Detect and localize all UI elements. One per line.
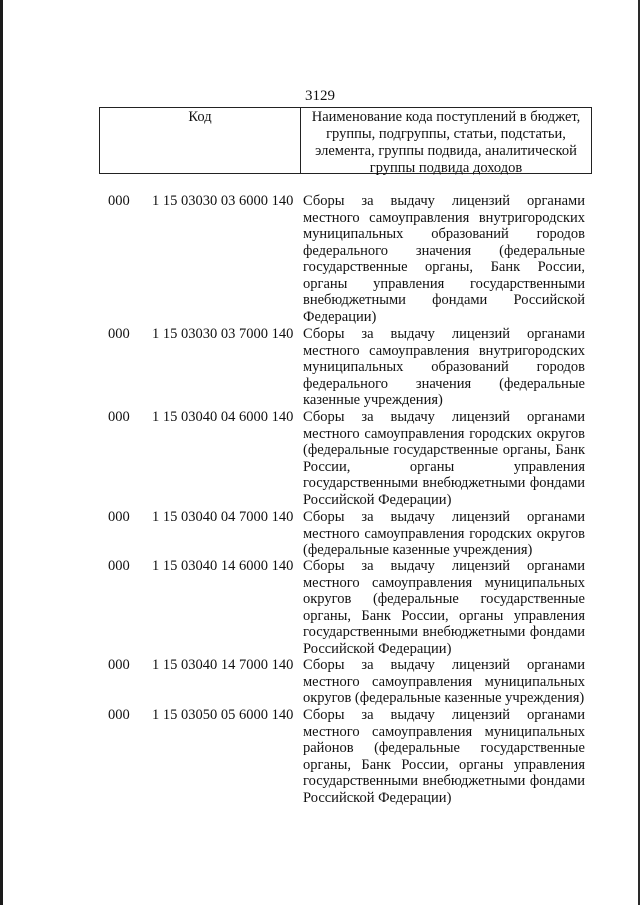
row-revenue-code: 1 15 03040 14 7000 140 [152, 657, 294, 673]
row-admin-code: 000 [108, 657, 130, 673]
row-description: Сборы за выдачу лицензий органами местного самоуправления внутригородских муниципальных образований городов федерального значения (федеральные казенные учреждения) [303, 326, 585, 409]
row-description: Сборы за выдачу лицензий органами местного самоуправления городских округов (федеральные государственные органы, Банк России, органы управления государственными внебюджетными фондами Российской Федерации) [303, 409, 585, 508]
row-revenue-code: 1 15 03030 03 6000 140 [152, 193, 294, 209]
scan-left-edge [0, 0, 3, 905]
row-description: Сборы за выдачу лицензий органами местного самоуправления внутригородских муниципальных образований городов федерального значения (федеральные государственные органы, Банк России, органы управления государственными внебюджетными фондами Российской Федерации) [303, 193, 585, 325]
row-admin-code: 000 [108, 326, 130, 342]
row-revenue-code: 1 15 03050 05 6000 140 [152, 707, 294, 723]
row-description: Сборы за выдачу лицензий органами местного самоуправления городских округов (федеральные казенные учреждения) [303, 509, 585, 559]
row-admin-code: 000 [108, 193, 130, 209]
row-admin-code: 000 [108, 509, 130, 525]
header-code-cell: Код [100, 108, 301, 173]
row-revenue-code: 1 15 03040 04 7000 140 [152, 509, 294, 525]
row-description: Сборы за выдачу лицензий органами местного самоуправления муниципальных округов (федеральные казенные учреждения) [303, 657, 585, 707]
row-revenue-code: 1 15 03030 03 7000 140 [152, 326, 294, 342]
row-revenue-code: 1 15 03040 04 6000 140 [152, 409, 294, 425]
row-admin-code: 000 [108, 558, 130, 574]
row-admin-code: 000 [108, 409, 130, 425]
row-description: Сборы за выдачу лицензий органами местного самоуправления муниципальных районов (федеральные государственные органы, Банк России, органы управления государственными внебюджетными фондами Российской Федерации) [303, 707, 585, 806]
row-description: Сборы за выдачу лицензий органами местного самоуправления муниципальных округов (федеральные государственные органы, Банк России, органы управления государственными внебюджетными фондами Российской Федерации) [303, 558, 585, 657]
header-name-cell: Наименование кода поступлений в бюджет, группы, подгруппы, статьи, подстатьи, элемента, группы подвида, аналитической группы подвида доходов [311, 109, 581, 176]
row-admin-code: 000 [108, 707, 130, 723]
table-header [99, 107, 592, 174]
page-number: 3129 [305, 88, 335, 104]
row-revenue-code: 1 15 03040 14 6000 140 [152, 558, 294, 574]
